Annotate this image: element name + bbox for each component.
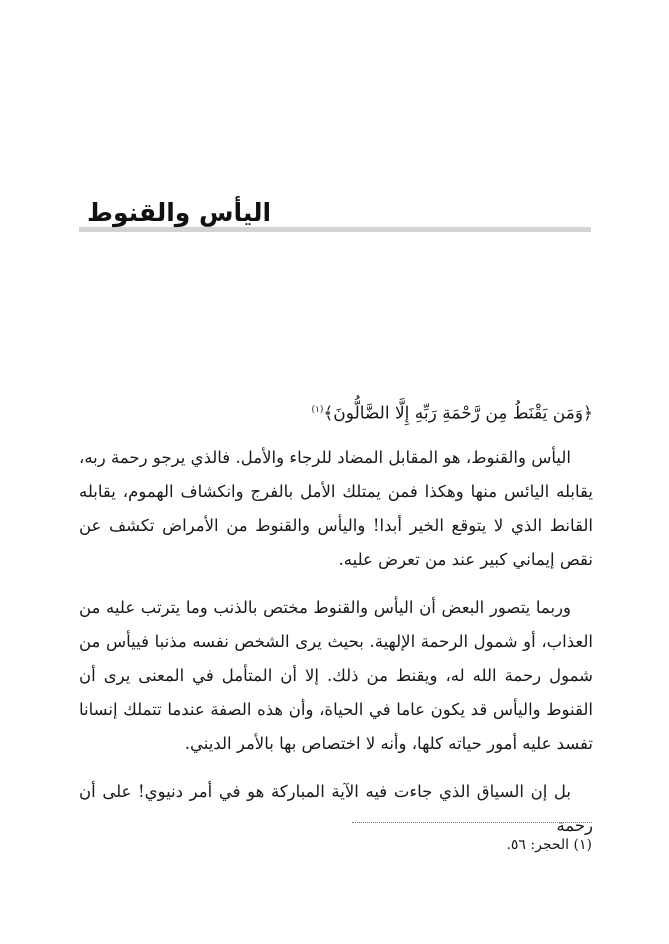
chapter-heading [79, 196, 591, 236]
footnote-divider [352, 822, 592, 823]
footnote: (١) الحجر: ٥٦. [506, 837, 592, 853]
quran-verse [79, 396, 593, 428]
chapter-title: اليأس والقنوط [87, 198, 272, 227]
paragraph: وربما يتصور البعض أن اليأس والقنوط مختص بالذنب وما يترتب عليه من العذاب، أو شمول الرحمة الإلهية. بحيث يرى الشخص نفسه مذنبا فييأس من شمول رحمة الله له، ويقنط من ذلك. إلا أن المتأمل في المعنى يرى أن القنوط واليأس قد يكون عاما في الحياة، وأن هذه الصفة عندما تتملك إنسانا تفسد عليه أمور حياته كلها، وأنه لا اختصاص بها بالأمر الديني. [79, 598, 593, 753]
paragraph: بل إن السياق الذي جاءت فيه الآية المباركة هو في أمر دنيوي! على أن رحمة [79, 782, 593, 835]
paragraph: اليأس والقنوط، هو المقابل المضاد للرجاء والأمل. فالذي يرجو رحمة ربه، يقابله اليائس منها وهكذا فمن يمتلك الأمل بالفرج وانكشاف الهموم، يقابله القانط الذي لا يتوقع الخير أبدا! واليأس والقنوط من الأمراض تكشف عن نقص إيماني كبير عند من تعرض عليه. [79, 448, 593, 569]
footnote-reference: (١) [311, 405, 324, 415]
verse-text: ﴿وَمَن يَقْنَطُ مِن رَّحْمَةِ رَبِّهِ إِلَّا الضَّالُّونَ﴾ [323, 403, 593, 424]
body-text [79, 441, 593, 843]
